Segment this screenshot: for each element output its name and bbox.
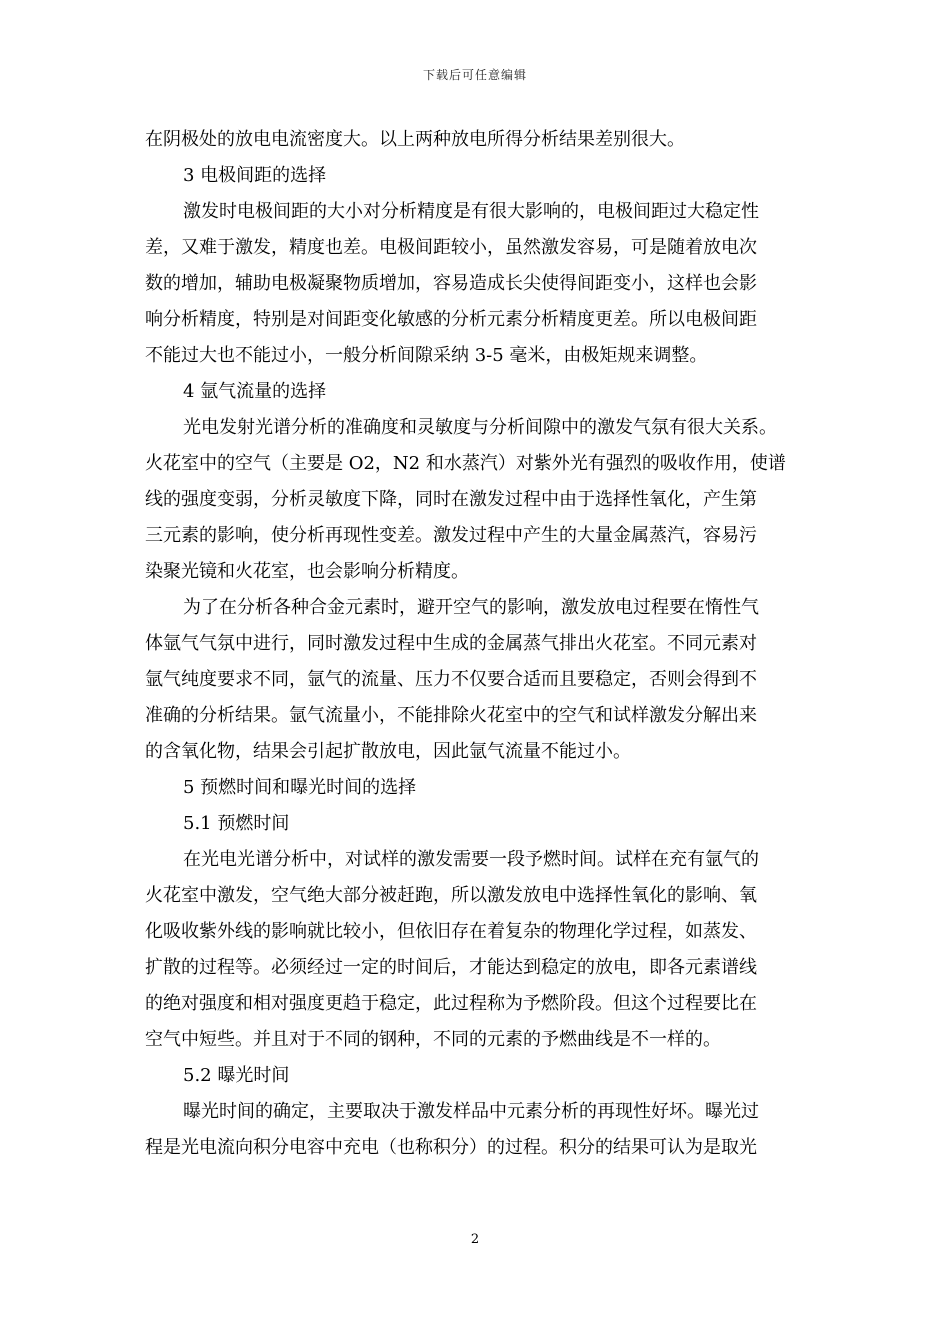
text-line: 5 预燃时间和曝光时间的选择 bbox=[183, 777, 417, 798]
text-line: 火花室中激发，空气绝大部分被赶跑，所以激发放电中选择性氧化的影响、氧 bbox=[145, 885, 757, 906]
text-line: 为了在分析各种合金元素时，避开空气的影响，激发放电过程要在惰性气 bbox=[183, 597, 759, 618]
text-line: 差，又难于激发，精度也差。电极间距较小，虽然激发容易，可是随着放电次 bbox=[145, 237, 757, 258]
text-line: 数的增加，辅助电极凝聚物质增加，容易造成长尖使得间距变小，这样也会影 bbox=[145, 273, 757, 294]
text-line: 5.2 曝光时间 bbox=[183, 1065, 290, 1086]
text-line: 扩散的过程等。必须经过一定的时间后，才能达到稳定的放电，即各元素谱线 bbox=[145, 957, 757, 978]
text-line: 在阴极处的放电电流密度大。以上两种放电所得分析结果差别很大。 bbox=[145, 129, 685, 150]
text-line: 的绝对强度和相对强度更趋于稳定，此过程称为予燃阶段。但这个过程要比在 bbox=[145, 993, 757, 1014]
text-line: 三元素的影响，使分析再现性变差。激发过程中产生的大量金属蒸汽，容易污 bbox=[145, 525, 757, 546]
page-number: 2 bbox=[470, 1232, 480, 1247]
text-line: 线的强度变弱，分析灵敏度下降，同时在激发过程中由于选择性氧化，产生第 bbox=[145, 489, 757, 510]
text-line: 在光电光谱分析中，对试样的激发需要一段予燃时间。试样在充有氩气的 bbox=[183, 849, 759, 870]
text-line: 3 电极间距的选择 bbox=[183, 165, 327, 186]
text-line: 曝光时间的确定，主要取决于激发样品中元素分析的再现性好坏。曝光过 bbox=[183, 1101, 759, 1122]
text-line: 激发时电极间距的大小对分析精度是有很大影响的，电极间距过大稳定性 bbox=[183, 201, 759, 222]
text-line: 准确的分析结果。氩气流量小，不能排除火花室中的空气和试样激发分解出来 bbox=[145, 705, 757, 726]
text-line: 程是光电流向积分电容中充电（也称积分）的过程。积分的结果可认为是取光 bbox=[145, 1137, 757, 1158]
document-body bbox=[145, 122, 809, 1166]
text-line: 染聚光镜和火花室，也会影响分析精度。 bbox=[145, 561, 469, 582]
text-line: 体氩气气氛中进行，同时激发过程中生成的金属蒸气排出火花室。不同元素对 bbox=[145, 633, 757, 654]
text-line: 化吸收紫外线的影响就比较小，但依旧存在着复杂的物理化学过程，如蒸发、 bbox=[145, 921, 757, 942]
text-line: 火花室中的空气（主要是 O2，N2 和水蒸汽）对紫外光有强烈的吸收作用，使谱 bbox=[145, 453, 786, 474]
text-line: 4 氩气流量的选择 bbox=[183, 381, 327, 402]
text-line: 氩气纯度要求不同，氩气的流量、压力不仅要合适而且要稳定，否则会得到不 bbox=[145, 669, 757, 690]
text-line: 光电发射光谱分析的准确度和灵敏度与分析间隙中的激发气氛有很大关系。 bbox=[183, 417, 777, 438]
page-header: 下载后可任意编辑 bbox=[422, 68, 527, 82]
text-line: 的含氧化物，结果会引起扩散放电，因此氩气流量不能过小。 bbox=[145, 741, 631, 762]
text-line: 不能过大也不能过小，一般分析间隙采纳 3-5 毫米，由极矩规来调整。 bbox=[145, 345, 708, 366]
text-line: 响分析精度，特别是对间距变化敏感的分析元素分析精度更差。所以电极间距 bbox=[145, 309, 757, 330]
text-line: 空气中短些。并且对于不同的钢种，不同的元素的予燃曲线是不一样的。 bbox=[145, 1029, 721, 1050]
text-line: 5.1 预燃时间 bbox=[183, 813, 290, 834]
